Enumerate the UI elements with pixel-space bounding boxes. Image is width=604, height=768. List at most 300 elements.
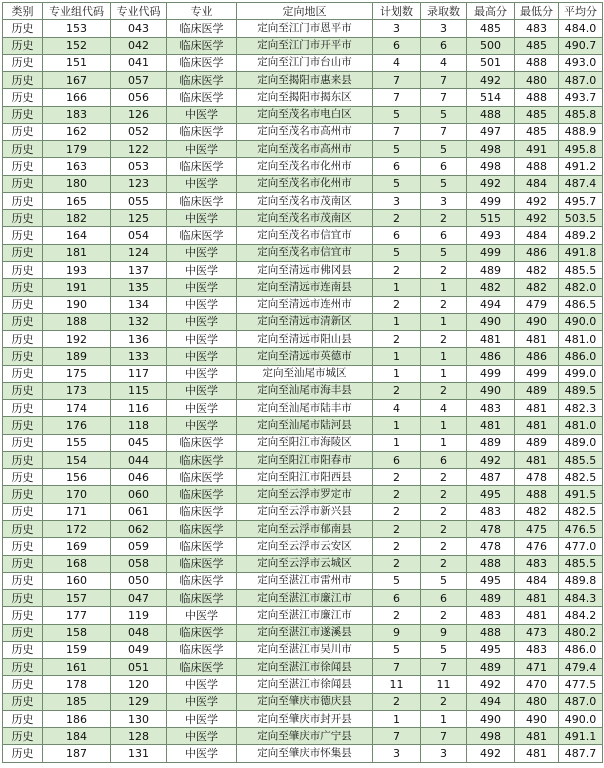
cell-major-code: 043 <box>111 20 167 37</box>
cell-group-code: 177 <box>43 607 111 624</box>
cell-major-code: 125 <box>111 210 167 227</box>
cell-major-code: 049 <box>111 641 167 658</box>
cell-major: 中医学 <box>167 175 237 192</box>
cell-avg-score: 499.0 <box>559 365 603 382</box>
cell-category: 历史 <box>3 710 43 727</box>
cell-admitted-count: 9 <box>421 624 467 641</box>
cell-major-code: 041 <box>111 54 167 71</box>
cell-admitted-count: 6 <box>421 227 467 244</box>
cell-major-code: 045 <box>111 434 167 451</box>
cell-min-score: 489 <box>515 434 559 451</box>
cell-min-score: 488 <box>515 486 559 503</box>
cell-plan-count: 2 <box>373 210 421 227</box>
header-avg-score: 平均分 <box>559 3 603 20</box>
cell-major-code: 061 <box>111 503 167 520</box>
cell-max-score: 492 <box>467 72 515 89</box>
cell-max-score: 515 <box>467 210 515 227</box>
cell-min-score: 492 <box>515 210 559 227</box>
cell-category: 历史 <box>3 210 43 227</box>
cell-major: 临床医学 <box>167 158 237 175</box>
cell-max-score: 498 <box>467 141 515 158</box>
cell-major: 中医学 <box>167 261 237 278</box>
cell-region: 定向至江门市开平市 <box>237 37 373 54</box>
cell-major-code: 058 <box>111 555 167 572</box>
cell-region: 定向至清远市连南县 <box>237 279 373 296</box>
table-row <box>3 538 603 555</box>
admission-table-container <box>2 2 602 763</box>
header-max-score: 最高分 <box>467 3 515 20</box>
cell-admitted-count: 2 <box>421 210 467 227</box>
header-group-code: 专业组代码 <box>43 3 111 20</box>
cell-admitted-count: 2 <box>421 331 467 348</box>
cell-major-code: 117 <box>111 365 167 382</box>
cell-admitted-count: 5 <box>421 244 467 261</box>
cell-admitted-count: 5 <box>421 106 467 123</box>
cell-admitted-count: 2 <box>421 296 467 313</box>
cell-avg-score: 481.0 <box>559 331 603 348</box>
table-row <box>3 244 603 261</box>
cell-avg-score: 491.8 <box>559 244 603 261</box>
cell-avg-score: 488.9 <box>559 123 603 140</box>
cell-min-score: 482 <box>515 503 559 520</box>
cell-max-score: 495 <box>467 572 515 589</box>
cell-max-score: 489 <box>467 659 515 676</box>
table-row <box>3 279 603 296</box>
cell-avg-score: 495.8 <box>559 141 603 158</box>
cell-group-code: 155 <box>43 434 111 451</box>
cell-major: 中医学 <box>167 279 237 296</box>
cell-major-code: 115 <box>111 382 167 399</box>
cell-major: 中医学 <box>167 141 237 158</box>
cell-major: 临床医学 <box>167 123 237 140</box>
cell-region: 定向至湛江市遂溪县 <box>237 624 373 641</box>
cell-admitted-count: 2 <box>421 503 467 520</box>
cell-major: 中医学 <box>167 400 237 417</box>
cell-region: 定向至肇庆市封开县 <box>237 710 373 727</box>
cell-major: 中医学 <box>167 382 237 399</box>
cell-region: 定向至湛江市徐闻县 <box>237 659 373 676</box>
cell-category: 历史 <box>3 244 43 261</box>
table-row <box>3 572 603 589</box>
admission-score-table <box>2 2 603 763</box>
table-row <box>3 158 603 175</box>
cell-min-score: 486 <box>515 244 559 261</box>
cell-plan-count: 9 <box>373 624 421 641</box>
cell-avg-score: 484.3 <box>559 590 603 607</box>
cell-category: 历史 <box>3 451 43 468</box>
table-row <box>3 503 603 520</box>
table-row <box>3 175 603 192</box>
cell-min-score: 485 <box>515 106 559 123</box>
header-min-score: 最低分 <box>515 3 559 20</box>
cell-major: 中医学 <box>167 210 237 227</box>
cell-group-code: 181 <box>43 244 111 261</box>
cell-max-score: 487 <box>467 469 515 486</box>
cell-category: 历史 <box>3 141 43 158</box>
cell-plan-count: 6 <box>373 37 421 54</box>
cell-region: 定向至阳江市海陵区 <box>237 434 373 451</box>
cell-category: 历史 <box>3 158 43 175</box>
table-row <box>3 141 603 158</box>
cell-group-code: 169 <box>43 538 111 555</box>
cell-major: 临床医学 <box>167 434 237 451</box>
cell-major: 临床医学 <box>167 20 237 37</box>
cell-plan-count: 5 <box>373 106 421 123</box>
cell-avg-score: 484.2 <box>559 607 603 624</box>
cell-max-score: 501 <box>467 54 515 71</box>
header-admitted-count: 录取数 <box>421 3 467 20</box>
cell-group-code: 175 <box>43 365 111 382</box>
cell-avg-score: 489.2 <box>559 227 603 244</box>
cell-major-code: 042 <box>111 37 167 54</box>
cell-major-code: 062 <box>111 520 167 537</box>
cell-max-score: 495 <box>467 486 515 503</box>
cell-plan-count: 7 <box>373 72 421 89</box>
cell-admitted-count: 7 <box>421 72 467 89</box>
cell-max-score: 493 <box>467 227 515 244</box>
cell-major-code: 132 <box>111 313 167 330</box>
cell-min-score: 483 <box>515 555 559 572</box>
table-row <box>3 624 603 641</box>
cell-plan-count: 2 <box>373 486 421 503</box>
cell-category: 历史 <box>3 693 43 710</box>
cell-admitted-count: 3 <box>421 745 467 762</box>
cell-major-code: 133 <box>111 348 167 365</box>
cell-group-code: 152 <box>43 37 111 54</box>
cell-region: 定向至云浮市郁南县 <box>237 520 373 537</box>
header-major: 专业 <box>167 3 237 20</box>
cell-major: 中医学 <box>167 417 237 434</box>
table-row <box>3 469 603 486</box>
cell-admitted-count: 1 <box>421 313 467 330</box>
cell-min-score: 483 <box>515 20 559 37</box>
cell-group-code: 180 <box>43 175 111 192</box>
cell-category: 历史 <box>3 192 43 209</box>
cell-region: 定向至江门市恩平市 <box>237 20 373 37</box>
cell-category: 历史 <box>3 54 43 71</box>
cell-region: 定向至清远市佛冈县 <box>237 261 373 278</box>
cell-min-score: 475 <box>515 520 559 537</box>
cell-major: 中医学 <box>167 331 237 348</box>
cell-admitted-count: 2 <box>421 486 467 503</box>
cell-category: 历史 <box>3 607 43 624</box>
table-row <box>3 400 603 417</box>
cell-avg-score: 485.5 <box>559 555 603 572</box>
cell-group-code: 159 <box>43 641 111 658</box>
cell-region: 定向至茂名市高州市 <box>237 141 373 158</box>
cell-region: 定向至汕尾市陆丰市 <box>237 400 373 417</box>
cell-max-score: 478 <box>467 520 515 537</box>
header-region: 定向地区 <box>237 3 373 20</box>
cell-avg-score: 482.3 <box>559 400 603 417</box>
cell-plan-count: 2 <box>373 538 421 555</box>
cell-group-code: 165 <box>43 192 111 209</box>
cell-avg-score: 491.2 <box>559 158 603 175</box>
cell-plan-count: 2 <box>373 607 421 624</box>
cell-category: 历史 <box>3 72 43 89</box>
cell-plan-count: 2 <box>373 503 421 520</box>
cell-group-code: 191 <box>43 279 111 296</box>
cell-min-score: 476 <box>515 538 559 555</box>
cell-category: 历史 <box>3 590 43 607</box>
header-row <box>3 3 603 20</box>
cell-major-code: 054 <box>111 227 167 244</box>
table-row <box>3 106 603 123</box>
cell-major: 临床医学 <box>167 89 237 106</box>
cell-region: 定向至云浮市云安区 <box>237 538 373 555</box>
cell-min-score: 483 <box>515 641 559 658</box>
cell-major: 中医学 <box>167 106 237 123</box>
cell-group-code: 185 <box>43 693 111 710</box>
cell-avg-score: 489.5 <box>559 382 603 399</box>
cell-region: 定向至云浮市新兴县 <box>237 503 373 520</box>
cell-major-code: 123 <box>111 175 167 192</box>
cell-group-code: 166 <box>43 89 111 106</box>
cell-major-code: 044 <box>111 451 167 468</box>
cell-category: 历史 <box>3 313 43 330</box>
cell-major-code: 051 <box>111 659 167 676</box>
cell-region: 定向至揭阳市惠来县 <box>237 72 373 89</box>
cell-avg-score: 486.0 <box>559 641 603 658</box>
cell-avg-score: 487.0 <box>559 72 603 89</box>
cell-min-score: 485 <box>515 37 559 54</box>
cell-major-code: 128 <box>111 728 167 745</box>
cell-plan-count: 7 <box>373 659 421 676</box>
cell-admitted-count: 1 <box>421 365 467 382</box>
cell-avg-score: 503.5 <box>559 210 603 227</box>
cell-major: 临床医学 <box>167 227 237 244</box>
cell-max-score: 488 <box>467 624 515 641</box>
cell-major: 临床医学 <box>167 54 237 71</box>
cell-major: 中医学 <box>167 313 237 330</box>
cell-max-score: 478 <box>467 538 515 555</box>
table-row <box>3 296 603 313</box>
cell-avg-score: 485.8 <box>559 106 603 123</box>
cell-admitted-count: 2 <box>421 520 467 537</box>
cell-max-score: 498 <box>467 728 515 745</box>
cell-region: 定向至清远市连州市 <box>237 296 373 313</box>
cell-region: 定向至湛江市吴川市 <box>237 641 373 658</box>
cell-avg-score: 487.4 <box>559 175 603 192</box>
cell-avg-score: 495.7 <box>559 192 603 209</box>
cell-admitted-count: 6 <box>421 451 467 468</box>
cell-group-code: 182 <box>43 210 111 227</box>
cell-major-code: 046 <box>111 469 167 486</box>
cell-group-code: 176 <box>43 417 111 434</box>
cell-admitted-count: 1 <box>421 279 467 296</box>
cell-max-score: 486 <box>467 348 515 365</box>
cell-admitted-count: 11 <box>421 676 467 693</box>
cell-min-score: 481 <box>515 728 559 745</box>
cell-group-code: 173 <box>43 382 111 399</box>
cell-min-score: 489 <box>515 382 559 399</box>
cell-major: 临床医学 <box>167 469 237 486</box>
cell-plan-count: 1 <box>373 313 421 330</box>
cell-plan-count: 7 <box>373 89 421 106</box>
cell-admitted-count: 4 <box>421 400 467 417</box>
cell-region: 定向至茂名市茂南区 <box>237 192 373 209</box>
cell-min-score: 488 <box>515 54 559 71</box>
cell-max-score: 490 <box>467 313 515 330</box>
cell-max-score: 483 <box>467 503 515 520</box>
cell-max-score: 489 <box>467 590 515 607</box>
cell-category: 历史 <box>3 106 43 123</box>
cell-category: 历史 <box>3 745 43 762</box>
cell-major-code: 050 <box>111 572 167 589</box>
cell-plan-count: 7 <box>373 728 421 745</box>
cell-max-score: 495 <box>467 641 515 658</box>
cell-category: 历史 <box>3 728 43 745</box>
cell-region: 定向至肇庆市怀集县 <box>237 745 373 762</box>
cell-category: 历史 <box>3 641 43 658</box>
cell-min-score: 482 <box>515 261 559 278</box>
cell-min-score: 481 <box>515 745 559 762</box>
table-row <box>3 89 603 106</box>
table-row <box>3 417 603 434</box>
cell-region: 定向至汕尾市陆河县 <box>237 417 373 434</box>
cell-plan-count: 2 <box>373 693 421 710</box>
cell-admitted-count: 2 <box>421 382 467 399</box>
cell-max-score: 481 <box>467 331 515 348</box>
cell-plan-count: 5 <box>373 641 421 658</box>
cell-min-score: 482 <box>515 279 559 296</box>
cell-admitted-count: 1 <box>421 348 467 365</box>
cell-major: 中医学 <box>167 710 237 727</box>
cell-category: 历史 <box>3 538 43 555</box>
table-row <box>3 331 603 348</box>
cell-max-score: 489 <box>467 261 515 278</box>
cell-max-score: 485 <box>467 20 515 37</box>
cell-major-code: 119 <box>111 607 167 624</box>
table-row <box>3 728 603 745</box>
cell-major: 中医学 <box>167 676 237 693</box>
table-row <box>3 210 603 227</box>
cell-min-score: 485 <box>515 123 559 140</box>
cell-region: 定向至阳江市阳西县 <box>237 469 373 486</box>
cell-max-score: 499 <box>467 192 515 209</box>
cell-group-code: 154 <box>43 451 111 468</box>
cell-admitted-count: 5 <box>421 641 467 658</box>
cell-plan-count: 5 <box>373 572 421 589</box>
cell-category: 历史 <box>3 123 43 140</box>
table-row <box>3 710 603 727</box>
cell-avg-score: 477.0 <box>559 538 603 555</box>
cell-major: 临床医学 <box>167 37 237 54</box>
cell-min-score: 490 <box>515 313 559 330</box>
cell-avg-score: 482.5 <box>559 469 603 486</box>
cell-region: 定向至云浮市云城区 <box>237 555 373 572</box>
cell-avg-score: 486.0 <box>559 348 603 365</box>
cell-group-code: 167 <box>43 72 111 89</box>
cell-min-score: 481 <box>515 451 559 468</box>
cell-group-code: 179 <box>43 141 111 158</box>
cell-avg-score: 489.0 <box>559 434 603 451</box>
cell-group-code: 164 <box>43 227 111 244</box>
cell-major: 中医学 <box>167 728 237 745</box>
cell-min-score: 481 <box>515 417 559 434</box>
cell-max-score: 494 <box>467 296 515 313</box>
cell-avg-score: 485.5 <box>559 451 603 468</box>
cell-major: 临床医学 <box>167 555 237 572</box>
table-row <box>3 365 603 382</box>
table-body <box>3 20 603 762</box>
cell-major: 中医学 <box>167 348 237 365</box>
cell-category: 历史 <box>3 261 43 278</box>
cell-group-code: 189 <box>43 348 111 365</box>
cell-category: 历史 <box>3 624 43 641</box>
cell-avg-score: 479.4 <box>559 659 603 676</box>
table-row <box>3 434 603 451</box>
cell-region: 定向至茂名市高州市 <box>237 123 373 140</box>
cell-major-code: 052 <box>111 123 167 140</box>
cell-avg-score: 480.2 <box>559 624 603 641</box>
cell-group-code: 151 <box>43 54 111 71</box>
cell-category: 历史 <box>3 89 43 106</box>
cell-admitted-count: 1 <box>421 434 467 451</box>
cell-admitted-count: 1 <box>421 417 467 434</box>
cell-min-score: 492 <box>515 192 559 209</box>
cell-avg-score: 481.0 <box>559 417 603 434</box>
cell-avg-score: 490.0 <box>559 313 603 330</box>
cell-category: 历史 <box>3 417 43 434</box>
table-row <box>3 641 603 658</box>
cell-min-score: 478 <box>515 469 559 486</box>
cell-major: 临床医学 <box>167 503 237 520</box>
cell-plan-count: 3 <box>373 20 421 37</box>
cell-plan-count: 5 <box>373 244 421 261</box>
cell-admitted-count: 7 <box>421 89 467 106</box>
cell-region: 定向至阳江市阳春市 <box>237 451 373 468</box>
cell-category: 历史 <box>3 400 43 417</box>
cell-group-code: 174 <box>43 400 111 417</box>
cell-max-score: 514 <box>467 89 515 106</box>
cell-plan-count: 1 <box>373 417 421 434</box>
cell-plan-count: 2 <box>373 382 421 399</box>
table-row <box>3 745 603 762</box>
cell-category: 历史 <box>3 37 43 54</box>
cell-avg-score: 491.5 <box>559 486 603 503</box>
cell-plan-count: 4 <box>373 400 421 417</box>
cell-region: 定向至湛江市雷州市 <box>237 572 373 589</box>
cell-avg-score: 477.5 <box>559 676 603 693</box>
table-row <box>3 451 603 468</box>
cell-max-score: 481 <box>467 417 515 434</box>
cell-max-score: 490 <box>467 382 515 399</box>
cell-max-score: 499 <box>467 244 515 261</box>
cell-admitted-count: 2 <box>421 555 467 572</box>
cell-plan-count: 1 <box>373 710 421 727</box>
cell-min-score: 484 <box>515 572 559 589</box>
cell-admitted-count: 3 <box>421 20 467 37</box>
cell-major: 中医学 <box>167 296 237 313</box>
table-row <box>3 348 603 365</box>
cell-avg-score: 476.5 <box>559 520 603 537</box>
cell-major: 临床医学 <box>167 590 237 607</box>
cell-max-score: 482 <box>467 279 515 296</box>
cell-major-code: 136 <box>111 331 167 348</box>
cell-group-code: 168 <box>43 555 111 572</box>
cell-major-code: 059 <box>111 538 167 555</box>
cell-group-code: 186 <box>43 710 111 727</box>
cell-major-code: 053 <box>111 158 167 175</box>
table-row <box>3 486 603 503</box>
cell-group-code: 171 <box>43 503 111 520</box>
cell-max-score: 492 <box>467 175 515 192</box>
cell-group-code: 158 <box>43 624 111 641</box>
cell-min-score: 480 <box>515 693 559 710</box>
cell-group-code: 190 <box>43 296 111 313</box>
cell-plan-count: 11 <box>373 676 421 693</box>
